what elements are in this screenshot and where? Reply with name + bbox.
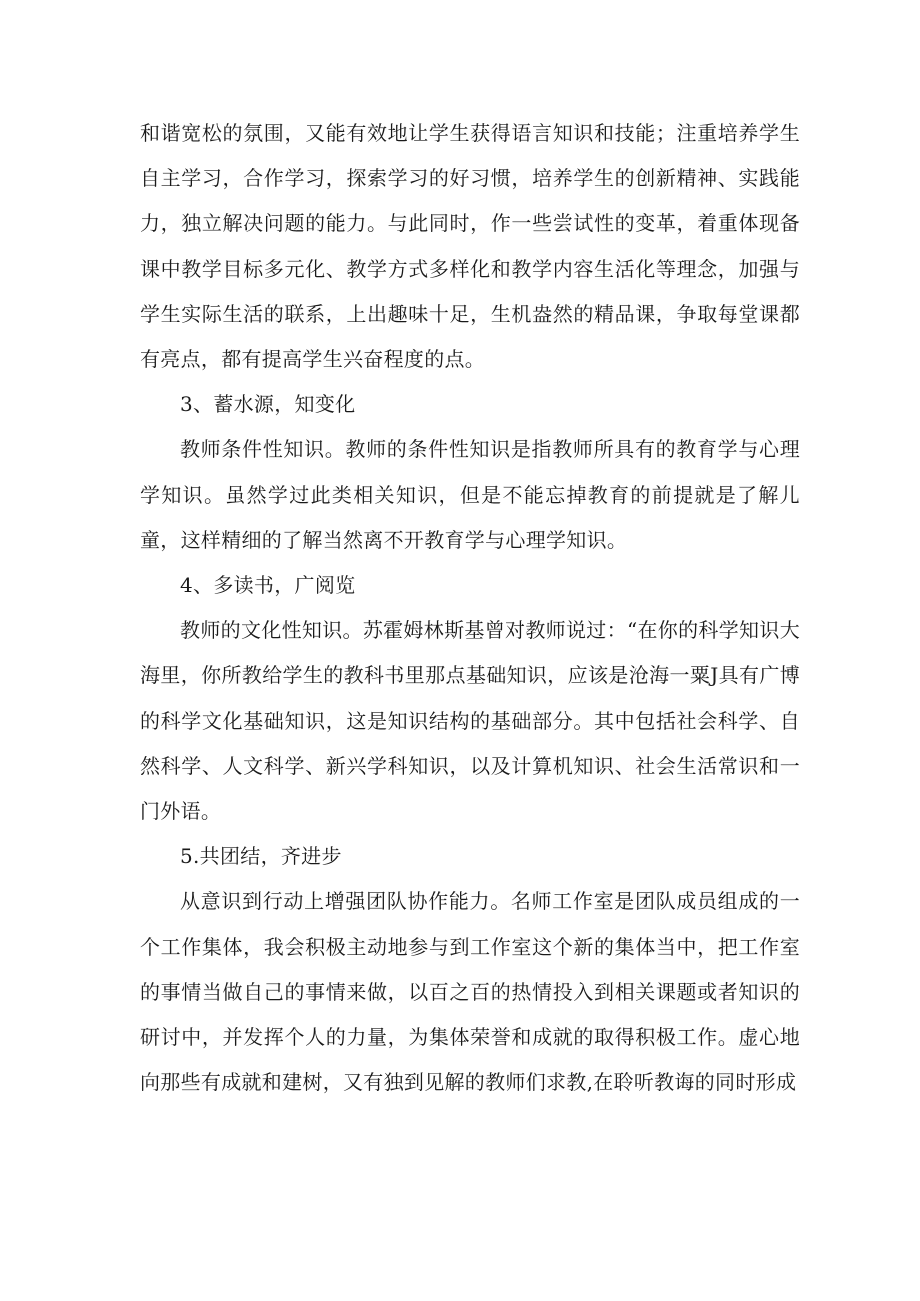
paragraph-cultural-knowledge: 教师的文化性知识。苏霍姆林斯基曾对教师说过：“在你的科学知识大海里，你所教给学生的教科书里那点基础知识，应该是沧海一粟J具有广博的科学文化基础知识，这是知识结构的基础部分。其中包括社会科学、自然科学、人文科学、新兴学科知识，以及计算机知识、社会生活常识和一门外语。 (140, 618, 800, 824)
paragraph-conditional-knowledge: 教师条件性知识。教师的条件性知识是指教师所具有的教育学与心理学知识。虽然学过此类相关知识，但是不能忘掉教育的前提就是了解儿童，这样精细的了解当然离不开教育学与心理学知识。 (140, 437, 800, 552)
section-heading-5: 5.共团结，齐进步 (180, 844, 342, 869)
paragraph-teamwork: 从意识到行动上增强团队协作能力。名师工作室是团队成员组成的一个工作集体，我会积极主动地参与到工作室这个新的集体当中，把工作室的事情当做自己的事情来做，以百之百的热情投入到相关课题或者知识的研讨中，并发挥个人的力量，为集体荣誉和成就的取得积极工作。虚心地向那些有成就和建树，又有独到见解的教师们求教,在聆听教诲的同时形成 (140, 889, 800, 1095)
section-heading-4: 4、多读书，广阅览 (180, 573, 356, 598)
paragraph-intro-continued: 和谐宽松的氛围，又能有效地让学生获得语言知识和技能；注重培养学生自主学习，合作学习，探索学习的好习惯，培养学生的创新精神、实践能力，独立解决问题的能力。与此同时，作一些尝试性的变革，着重体现备课中教学目标多元化、教学方式多样化和教学内容生活化等理念，加强与学生实际生活的联系，上出趣味十足，生机盎然的精品课，争取每堂课都有亮点，都有提高学生兴奋程度的点。 (140, 121, 800, 372)
section-heading-3: 3、蓄水源，知变化 (180, 392, 356, 417)
document-body (140, 111, 800, 1105)
